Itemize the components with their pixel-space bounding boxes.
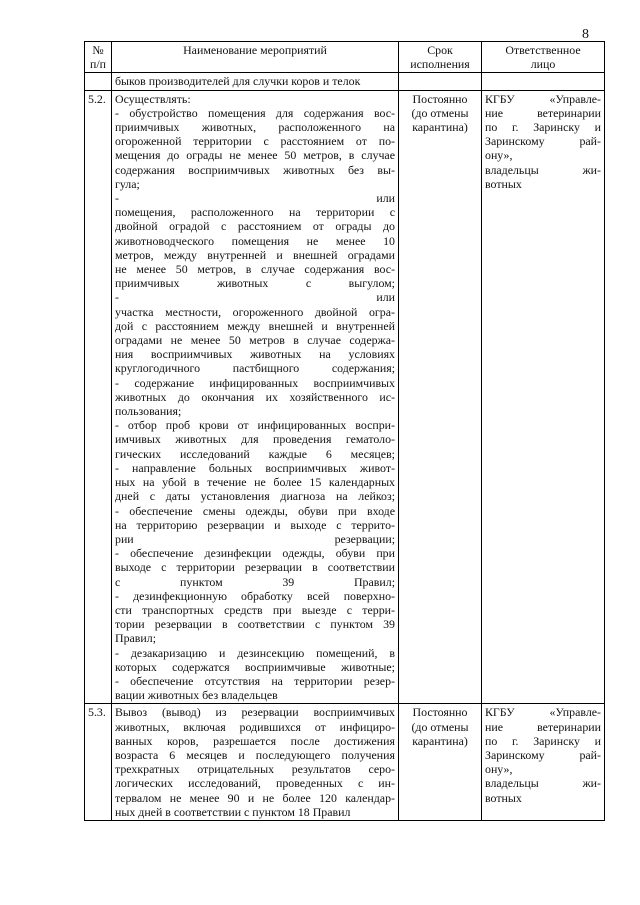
text-line: на территорию резервации и выходе с террито- xyxy=(115,517,395,532)
text-line: исполнения xyxy=(410,57,470,72)
text-line: мещения до ограды не менее 50 метров, в случае xyxy=(115,148,395,163)
text-line: - или xyxy=(115,191,395,206)
text-line: Правил; xyxy=(115,631,157,646)
header-num xyxy=(85,42,112,73)
text-line: гических исследований каждые 6 месяцев; xyxy=(115,446,395,461)
text-line: содержания восприимчивых животных без вы- xyxy=(115,162,395,177)
text-line: приимчивых животных, расположенного на xyxy=(115,120,395,135)
continuation-term xyxy=(399,73,482,90)
header-term xyxy=(399,42,482,73)
text-line: - обустройство помещения для содержания вос- xyxy=(115,105,395,120)
text-line: № xyxy=(92,43,104,57)
text-line: ону», xyxy=(485,148,513,163)
row-responsible xyxy=(482,704,605,821)
row-number: 5.2. xyxy=(85,90,112,704)
text-line: приимчивых животных с выгулом; xyxy=(115,276,395,291)
text-line: помещения, расположенного на территории с xyxy=(115,205,395,220)
text-line: метров, между внутренней и внешней оградами xyxy=(115,247,395,262)
text-line: гула; xyxy=(115,176,140,191)
row-text xyxy=(112,90,399,704)
text-line: быков производителей для случки коров и телок xyxy=(115,74,361,89)
text-line: сти транспортных средств при выезде с терри- xyxy=(115,602,395,617)
text-line: Срок xyxy=(427,43,453,57)
text-line: животноводческого помещения не менее 10 xyxy=(115,233,395,248)
row-term xyxy=(399,90,482,704)
text-line: которых содержатся восприимчивые животные; xyxy=(115,659,395,674)
row-term xyxy=(399,704,482,821)
table-row xyxy=(85,90,605,704)
text-line: по г. Заринску и xyxy=(485,120,601,135)
text-line: дней с даты установления диагноза на лейкоз; xyxy=(115,489,395,504)
row-responsible xyxy=(482,90,605,704)
header-name xyxy=(112,42,399,73)
text-line: пользования; xyxy=(115,404,182,419)
text-line: участка местности, огороженного двойной огра- xyxy=(115,304,395,319)
text-line: - дезакаризацию и дезинсекцию помещений, в xyxy=(115,645,395,660)
text-line: Постоянно xyxy=(412,705,468,720)
text-line: трехкратных отрицательных результатов серо- xyxy=(115,762,395,777)
text-line: ние ветеринарии xyxy=(485,105,601,120)
row-text xyxy=(112,704,399,821)
text-line: ных дней в соответствии с пунктом 18 Правил xyxy=(115,804,351,819)
text-line: двойной оградой с расстоянием от ограды до xyxy=(115,219,395,234)
header-responsible xyxy=(482,42,605,73)
continuation-text xyxy=(112,73,399,90)
text-line: вации животных без владельцев xyxy=(115,688,278,703)
text-line: - или xyxy=(115,290,395,305)
text-line: Заринскому рай- xyxy=(485,134,601,149)
text-line: (до отмены xyxy=(411,719,469,734)
text-line: - обеспечение дезинфекции одежды, обуви при xyxy=(115,546,395,561)
text-line: выходе с территории резервации в соответствии xyxy=(115,560,395,575)
text-line: - содержание инфицированных восприимчивых xyxy=(115,375,395,390)
text-line: лицо xyxy=(530,57,556,72)
text-line: вотных xyxy=(485,176,522,191)
text-line: Постоянно xyxy=(412,91,468,106)
text-line: КГБУ «Управле- xyxy=(485,91,601,106)
text-line: животных, включая родившихся от инфициро- xyxy=(115,719,395,734)
continuation-row xyxy=(85,73,605,90)
text-line: ных на убой в течение не более 15 календарных xyxy=(115,475,395,490)
text-line: круглогодичного пастбищного содержания; xyxy=(115,361,395,376)
continuation-responsible xyxy=(482,73,605,90)
text-line: (до отмены xyxy=(411,105,469,120)
table-row xyxy=(85,704,605,821)
text-line: рии резервации; xyxy=(115,531,395,546)
text-line: вотных xyxy=(485,790,522,805)
text-line: огороженной территории с расстоянием от по- xyxy=(115,134,395,149)
text-line: карантина) xyxy=(412,120,468,135)
text-line: владельцы жи- xyxy=(485,776,601,791)
text-line: - отбор проб крови от инфицированных воспри- xyxy=(115,418,395,433)
text-line: с пунктом 39 Правил; xyxy=(115,574,395,589)
text-line: ванных коров, разрешается после достижения xyxy=(115,733,395,748)
text-line: п/п xyxy=(89,57,107,72)
text-line: Наименование мероприятий xyxy=(183,43,327,57)
page-number: 8 xyxy=(582,27,589,42)
text-line: карантина) xyxy=(412,733,468,748)
text-line: Заринскому рай- xyxy=(485,747,601,762)
table-header-row xyxy=(85,42,605,73)
text-line: ние ветеринарии xyxy=(485,719,601,734)
text-line: - обеспечение смены одежды, обуви при входе xyxy=(115,503,395,518)
text-line: возраста 6 месяцев и последующего получения xyxy=(115,747,395,762)
text-line: логических исследований, проведенных с ин- xyxy=(115,776,395,791)
text-line: тервалом не менее 90 и не более 120 календар- xyxy=(115,790,395,805)
text-line: Осуществлять: xyxy=(115,91,191,106)
text-line: оградами не менее 50 метров в случае содержа- xyxy=(115,333,395,348)
text-line: тории резервации в соответствии с пунктом 39 xyxy=(115,617,395,632)
text-line: Вывоз (вывод) из резервации восприимчивых xyxy=(115,705,395,720)
text-line: Ответственное xyxy=(505,43,581,57)
text-line: не менее 50 метров, в случае содержания вос- xyxy=(115,262,395,277)
text-line: - обеспечение отсутствия на территории резер- xyxy=(115,673,395,688)
text-line: - дезинфекционную обработку всей поверхно- xyxy=(115,588,395,603)
text-line: животных до окончания их хозяйственного ис- xyxy=(115,389,395,404)
text-line: владельцы жи- xyxy=(485,162,601,177)
text-line: дой с расстоянием между внешней и внутренней xyxy=(115,318,395,333)
text-line: имчивых животных для проведения гематоло- xyxy=(115,432,395,447)
text-line: КГБУ «Управле- xyxy=(485,705,601,720)
text-line: - направление больных восприимчивых живот- xyxy=(115,460,395,475)
text-line: ния восприимчивых животных на условиях xyxy=(115,347,395,362)
continuation-num xyxy=(85,73,112,90)
text-line: ону», xyxy=(485,762,513,777)
text-line: по г. Заринску и xyxy=(485,733,601,748)
row-number: 5.3. xyxy=(85,704,112,821)
measures-table xyxy=(84,41,605,821)
